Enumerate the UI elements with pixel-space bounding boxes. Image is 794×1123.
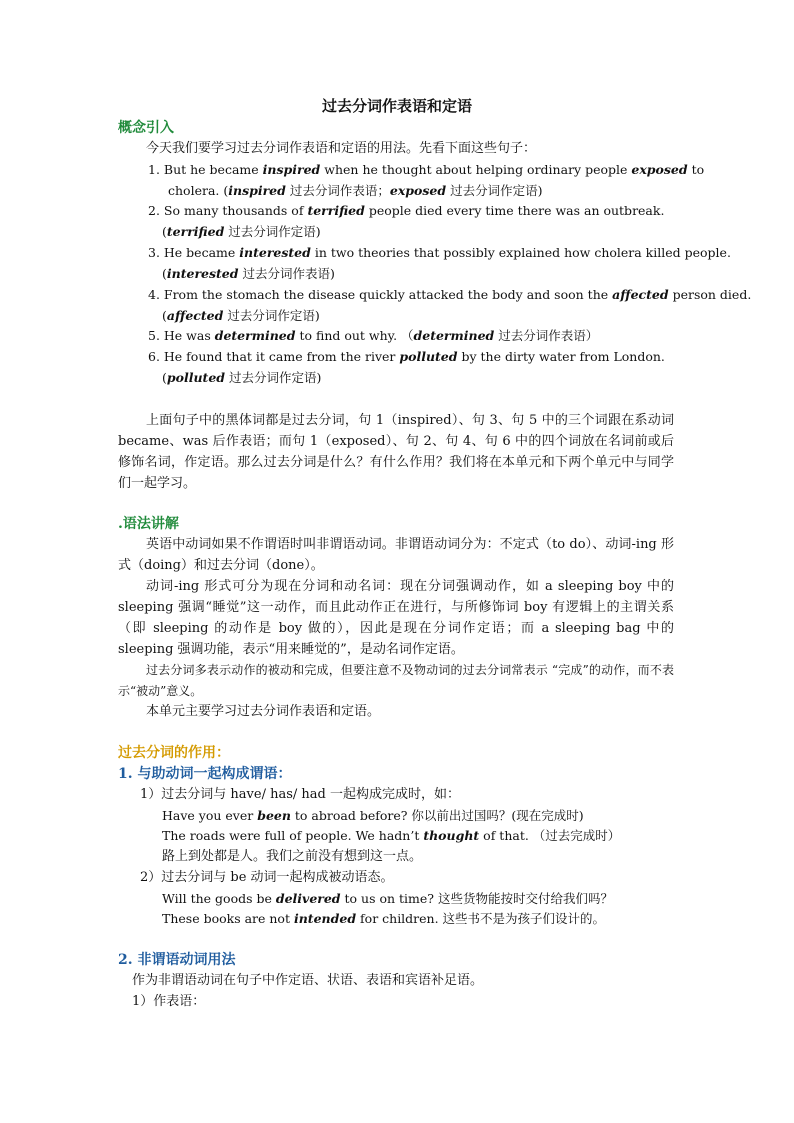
text-span: in two theories that possibly explained how cholera killed people. <box>310 245 731 260</box>
function-1-heading: 1. 与助动词一起构成谓语： <box>118 766 292 782</box>
function-2-item-1: 1）作表语： <box>132 994 206 1009</box>
participle: been <box>257 808 291 823</box>
text-span: to <box>687 162 705 177</box>
text-span: for children. 这些书不是为孩子们设计的。 <box>356 911 606 926</box>
text-span: 5. He was <box>148 328 215 343</box>
text-span: 6. He found that it came from the river <box>148 349 400 364</box>
text-span: 过去分词作定语) <box>446 183 543 198</box>
text-span: 过去分词作定语) <box>225 370 322 385</box>
text-span: cholera. ( <box>168 183 229 198</box>
participle: affected <box>166 308 224 323</box>
text-span: 过去分词作表语) <box>238 266 335 281</box>
text-span: ( <box>162 308 167 323</box>
page-title: 过去分词作表语和定语 <box>321 97 472 115</box>
example-1-line-1 <box>148 160 705 180</box>
text-span: The roads were full of people. We hadn’t <box>162 828 424 843</box>
function-1-item-1: 1）过去分词与 have/ has/ had 一起构成完成时，如： <box>140 787 460 802</box>
text-span: 过去分词作表语； <box>285 183 390 198</box>
participle: exposed <box>389 183 447 198</box>
example-6-line-2 <box>162 368 321 388</box>
intro-lead: 今天我们要学习过去分词作表语和定语的用法。先看下面这些句子： <box>146 141 537 156</box>
grammar-paragraph-4: 本单元主要学习过去分词作表语和定语。 <box>146 704 381 719</box>
example-2-line-2 <box>162 222 321 242</box>
example-perfect-1 <box>162 806 584 826</box>
participle: interested <box>166 266 239 281</box>
participle: determined <box>214 328 296 343</box>
text-span: 1. But he became <box>148 162 263 177</box>
intro-summary: 上面句子中的黑体词都是过去分词，句 1（inspired）、句 3、句 5 中的三个词跟在系动词 became、was 后作表语；而句 1（exposed）、句 2、句 4、句 6 中的四个词放在名词前或后修饰名词，作定语。那么过去分词是什么？有什么作用？我们将在本单元和下两个单元中与同学们一起学习。 <box>118 413 674 491</box>
participle: delivered <box>275 891 341 906</box>
grammar-heading: .语法讲解 <box>118 516 179 532</box>
text-span: 2. So many thousands of <box>148 203 308 218</box>
text-span: of that. （过去完成时） <box>479 828 621 843</box>
example-3-line-2 <box>162 264 335 284</box>
text-span: people died every time there was an outbreak. <box>364 203 665 218</box>
participle: determined <box>413 328 495 343</box>
text-span: Have you ever <box>162 808 258 823</box>
example-6-line-1 <box>148 347 665 367</box>
example-3-line-1 <box>148 243 731 263</box>
text-span: 过去分词作表语） <box>494 328 599 343</box>
grammar-paragraph-1: 英语中动词如果不作谓语时叫非谓语动词。非谓语动词分为：不定式（to do）、动词-ing 形式（doing）和过去分词（done）。 <box>118 537 674 573</box>
text-span: 过去分词作定语) <box>223 308 320 323</box>
grammar-paragraph-3: 过去分词多表示动作的被动和完成，但要注意不及物动词的过去分词常表示 “完成”的动作，而不表示“被动”意义。 <box>118 663 674 698</box>
participle: affected <box>612 287 669 302</box>
participle: terrified <box>166 224 225 239</box>
participle: polluted <box>399 349 458 364</box>
text-span: person died. <box>668 287 752 302</box>
text-span: ( <box>162 370 167 385</box>
function-2-heading: 2. 非谓语动词用法 <box>118 952 236 968</box>
text-span: 4. From the stomach the disease quickly attacked the body and soon the <box>148 287 613 302</box>
example-passive-2 <box>162 909 605 929</box>
text-span: Will the goods be <box>162 891 276 906</box>
example-2-line-1 <box>148 201 664 221</box>
text-span: 过去分词作定语) <box>224 224 321 239</box>
function-2-description: 作为非谓语动词在句子中作定语、状语、表语和宾语补足语。 <box>132 973 484 988</box>
functions-heading: 过去分词的作用： <box>118 745 230 761</box>
text-span: 3. He became <box>148 245 240 260</box>
participle: exposed <box>631 162 688 177</box>
text-span: by the dirty water from London. <box>457 349 665 364</box>
grammar-paragraph-2: 动词-ing 形式可分为现在分词和动名词：现在分词强调动作，如 a sleeping boy 中的 sleeping 强调“睡觉”这一动作，而且此动作正在进行，与所修饰词 boy 有逻辑上的主谓关系（即 sleeping 的动作是 boy 做的），因此是现在分词作定语；而 a sleeping bag 中的 sleeping 强调功能，表示“用来睡觉的”，是动名词作定语。 <box>118 579 674 657</box>
participle: inspired <box>262 162 321 177</box>
participle: intended <box>293 911 357 926</box>
text-span: to find out why. （ <box>295 328 414 343</box>
example-passive-1 <box>162 889 613 909</box>
example-1-line-2 <box>168 181 542 201</box>
text-span: These books are not <box>162 911 294 926</box>
example-4-line-1 <box>148 285 751 305</box>
text-span: ( <box>162 224 167 239</box>
text-span: to abroad before? 你以前出过国吗？(现在完成时) <box>290 808 584 823</box>
participle: terrified <box>307 203 365 218</box>
participle: thought <box>423 828 480 843</box>
example-perfect-2-translation: 路上到处都是人。我们之前没有想到这一点。 <box>162 849 423 864</box>
example-perfect-2 <box>162 826 620 846</box>
example-4-line-2 <box>162 306 320 326</box>
text-span: to us on time? 这些货物能按时交付给我们吗？ <box>340 891 613 906</box>
function-1-item-2: 2）过去分词与 be 动词一起构成被动语态。 <box>140 870 394 885</box>
example-5 <box>148 326 598 346</box>
text-span: ( <box>162 266 167 281</box>
intro-heading: 概念引入 <box>118 120 174 136</box>
text-span: when he thought about helping ordinary people <box>320 162 632 177</box>
participle: polluted <box>166 370 226 385</box>
participle: interested <box>239 245 311 260</box>
participle: inspired <box>228 183 286 198</box>
